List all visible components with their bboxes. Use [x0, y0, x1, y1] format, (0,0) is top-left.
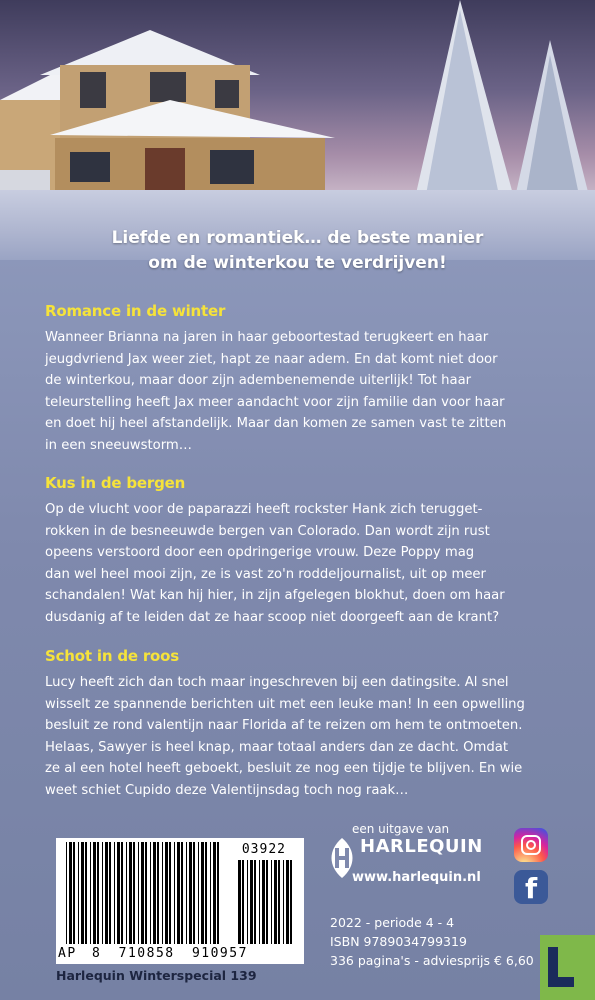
barcode-bar — [286, 860, 289, 944]
barcode-bar — [66, 842, 67, 944]
barcode-bar — [250, 860, 253, 944]
barcode-number — [56, 946, 304, 961]
barcode-bar — [121, 842, 123, 944]
barcode-bar — [141, 842, 144, 944]
barcode-bar — [274, 860, 277, 944]
barcode-bar — [278, 860, 280, 944]
barcode-bar — [97, 842, 99, 944]
story-line: teleurstelling heeft Jax meer aandacht voor zijn familie dan voor haar — [45, 394, 505, 410]
barcode-bars-addon — [236, 860, 294, 944]
barcode-bar — [271, 860, 272, 944]
story-title: Schot in de roos — [45, 647, 179, 665]
facebook-icon[interactable] — [514, 870, 548, 904]
barcode-bar — [177, 842, 180, 944]
house-illustration — [0, 20, 340, 210]
barcode-bar — [133, 842, 135, 944]
barcode-bar — [217, 842, 219, 944]
barcode-group-1: 710858 — [118, 946, 175, 961]
story-line: Op de vlucht voor de paparazzi heeft rockster Hank zich terugget- — [45, 502, 483, 517]
barcode-addon-number: 03922 — [241, 842, 286, 857]
barcode-bar — [69, 842, 72, 944]
barcode-bar — [78, 842, 79, 944]
barcode-group-2: 910957 — [191, 946, 248, 961]
story-line: opeens verstoord door een opdringerige vrouw. Deze Poppy mag — [45, 545, 475, 560]
story-line: dan wel heel mooi zijn, ze is vast zo'n roddeljournalist, uit op meer — [45, 566, 486, 582]
barcode-bar — [126, 842, 127, 944]
story-title: Romance in de winter — [45, 302, 226, 320]
book-meta — [330, 913, 534, 970]
barcode-bar — [90, 842, 91, 944]
instagram-icon[interactable] — [514, 828, 548, 862]
barcode-bar — [145, 842, 147, 944]
barcode-bar — [165, 842, 168, 944]
barcode-bar — [266, 860, 268, 944]
story-line: wisselt ze spannende berichten uit met een leuke man! In een opwelling — [45, 696, 525, 712]
barcode-bar — [85, 842, 87, 944]
barcode-bar — [81, 842, 84, 944]
barcode-bar — [262, 860, 265, 944]
barcode-bar — [259, 860, 260, 944]
barcode-first-digit: 8 — [91, 946, 102, 961]
barcode-bar — [205, 842, 207, 944]
barcode-bar — [238, 860, 241, 944]
tagline-line-1: Liefde en romantiek… de beste manier — [111, 228, 484, 248]
series-label: Harlequin Winterspecial 139 — [56, 968, 257, 983]
barcode-bar — [162, 842, 163, 944]
barcode-bar — [114, 842, 115, 944]
pages-price-text: 336 pagina's - adviesprijs € 6,60 — [330, 953, 534, 968]
barcode-bar — [193, 842, 195, 944]
barcode-bar — [105, 842, 108, 944]
story-line: en doet hij heel afstandelijk. Maar dan komen ze samen vast te zitten — [45, 416, 507, 431]
story-line: de winterkou, maar door zijn adembenemende uiterlijk! Tot haar — [45, 373, 472, 388]
story-title: Kus in de bergen — [45, 474, 186, 492]
barcode-bar — [283, 860, 284, 944]
story-section-2 — [45, 474, 555, 628]
story-text — [45, 327, 555, 456]
barcode-prefix: AP — [58, 946, 77, 961]
barcode-bars-main — [64, 842, 224, 944]
publisher-url[interactable]: www.harlequin.nl — [352, 870, 481, 885]
winter-scene-image — [0, 0, 595, 260]
barcode-bar — [181, 842, 183, 944]
barcode-bar — [73, 842, 75, 944]
barcode-bar — [210, 842, 211, 944]
barcode-bar — [93, 842, 96, 944]
barcode-bar — [117, 842, 120, 944]
story-line: rokken in de besneeuwde bergen van Colorado. Dan wordt zijn rust — [45, 523, 490, 539]
barcode-bar — [186, 842, 187, 944]
barcode-bar — [153, 842, 156, 944]
story-section-1 — [45, 302, 555, 456]
story-line: schandalen! Wat kan hij hier, in zijn afgelegen blokhut, doen om haar — [45, 588, 505, 603]
barcode-bar — [157, 842, 159, 944]
barcode-bar — [150, 842, 151, 944]
barcode-bar — [290, 860, 292, 944]
barcode-bar — [189, 842, 192, 944]
publisher-label: een uitgave van — [352, 822, 450, 836]
tagline — [0, 226, 595, 276]
story-text — [45, 672, 555, 801]
barcode-bar — [247, 860, 248, 944]
harlequin-logo-text: HARLEQUIN — [360, 836, 483, 857]
barcode-bar — [102, 842, 103, 944]
facebook-f-glyph: f — [525, 872, 538, 905]
barcode-bar — [213, 842, 216, 944]
instagram-icon-lens — [526, 840, 536, 850]
story-section-3 — [45, 647, 555, 801]
barcode-bar — [109, 842, 111, 944]
story-line: ze al een hotel heeft geboekt, besluit ze nog een tijdje te blijven. En wie — [45, 761, 523, 776]
story-line: besluit ze rond valentijn naar Florida af te reizen om hem te ontmoeten. — [45, 718, 523, 733]
barcode-bar — [138, 842, 139, 944]
barcode-bar — [198, 842, 199, 944]
story-line: in een sneeuwstorm… — [45, 437, 192, 453]
story-line: jeugdvriend Jax weer ziet, hapt ze naar adem. En dat komt niet door — [45, 351, 498, 367]
store-sticker — [540, 935, 595, 1000]
barcode — [56, 838, 304, 964]
barcode-bar — [242, 860, 244, 944]
story-line: weet schiet Cupido deze Valentijnsdag toch nog raak… — [45, 782, 409, 798]
story-line: Wanneer Brianna na jaren in haar geboortestad terugkeert en haar — [45, 330, 489, 345]
sticker-l-logo — [548, 947, 574, 987]
barcode-bar — [169, 842, 171, 944]
barcode-bar — [254, 860, 256, 944]
story-text — [45, 499, 555, 628]
story-line: Helaas, Sawyer is heel knap, maar totaal anders dan ze dacht. Omdat — [45, 739, 509, 755]
isbn-text: ISBN 9789034799319 — [330, 934, 467, 949]
barcode-bar — [129, 842, 132, 944]
period-text: 2022 - periode 4 - 4 — [330, 915, 455, 930]
barcode-bar — [174, 842, 175, 944]
barcode-bar — [201, 842, 204, 944]
story-line: Lucy heeft zich dan toch maar ingeschreven bij een datingsite. Al snel — [45, 675, 509, 690]
story-line: dusdanig af te leiden dat ze haar scoop niet doorgeeft aan de krant? — [45, 609, 500, 625]
tagline-line-2: om de winterkou te verdrijven! — [148, 253, 447, 273]
